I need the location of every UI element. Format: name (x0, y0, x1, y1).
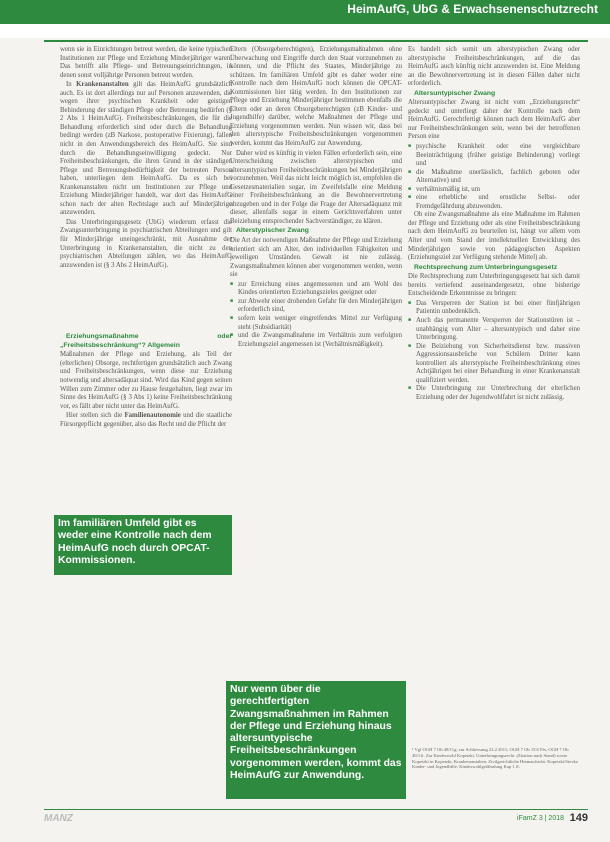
bold-term: Krankenanstalten (76, 81, 129, 89)
paragraph: wenn sie in Einrichtungen betreut werden, die keine typischen Institutionen zur Pflege und Erziehung Minderjähriger waren. Das betrifft alle Pflege- und Betreuungseinrichtungen, in denen sonst volljährige Personen betreut werden. (60, 46, 232, 79)
paragraph: Es handelt sich somit um alterstypischen Zwang oder alterstypische Freiheitsbeschränkungen, auf die das HeimAufG auch künftig nicht anzuwenden ist. Eine Meldung an die Bewohnervertretung ist in diesen Fällen daher nicht erforderlich. (408, 46, 580, 88)
running-header-title: HeimAufG, UbG & Erwachsenenschutzrecht (347, 2, 598, 16)
list-item: ■ und die Zwangsmaßnahme im Verhältnis zum verfolgten Erziehungsziel angemessen ist (Verhältnismäßigkeit). (230, 332, 402, 349)
column-3 (408, 46, 580, 806)
section-heading: Rechtsprechung zum Unterbringungsgesetz (414, 263, 558, 271)
header-strip (0, 24, 610, 38)
list-item: ■ sofern kein weniger eingreifendes Mittel zur Verfügung steht (Subsidiarität) (230, 315, 402, 332)
bullet-list (230, 281, 402, 349)
pull-quote-2: Nur wenn über die gerechtfertigten Zwangsmaßnahmen im Rahmen der Pflege und Erziehung hinaus altersuntypische Freiheitsbeschränkungen vorgenommen werden, kommt das HeimAufG zur Anwendung. (226, 681, 406, 799)
text-run: und die staatliche Fürsorgepflicht gegenüber, also das Recht und die Pflicht der (60, 412, 232, 428)
section-heading: Altersuntypischer Zwang (414, 89, 496, 97)
list-item: ■ zur Erreichung eines angemessenen und am Wohl des Kindes orientierten Erziehungszieles geeignet oder (230, 281, 402, 298)
list-item: ■ verhältnismäßig ist, um (408, 186, 580, 195)
text-run: Hier stellen sich die (66, 412, 123, 420)
pull-quote-1: Im familiären Umfeld gibt es weder eine Kontrolle nach dem HeimAufG noch durch OPCAT-Kommissionen. (54, 515, 232, 575)
bold-term: Familienautonomie (124, 412, 181, 420)
footnote: ¹ Vgl OGH 7 Ob 48/11g; zur Schliessung 22.2.2011; OGH 7 Ob 153/19x; OGH 7 Ob 49/11t. Zur Kindeswohl Kopetzki, Unterbringungsrecht. (Zitation nach Stand) sowie Kopetzki in Kopetzki, Krankenanstalten, Zivilgerichtliche Heimaufsicht; Kopetzki/Stevko Kinder- und Jugendhilfe; Kindeswohlgefährdung Kap 1 ff. (412, 747, 579, 770)
paragraph: Die Art der notwendigen Maßnahme der Pflege und Erziehung orientiert sich am Alter, den individuellen Fähigkeiten und jeweiligen Umständen. Gewalt ist nie zulässig. Zwangsmaßnahmen können aber vorgenommen werden, wenn sie (230, 237, 402, 279)
list-item: ■ zur Abwehr einer drohenden Gefahr für den Minderjährigen erforderlich sind, (230, 298, 402, 315)
paragraph: Maßnahmen der Pflege und Erziehung, als Teil der (elterlichen) Obsorge, rechtfertigen grundsätzlich auch Zwang und Freiheitsbeschränkungen, wenn diese zur Erziehung notwendig und altersadäquat sind. Wird das Kind gegen seinen Willen zum Zimmer oder zu Hause festgehalten, liegt zwar im Sinne des HeimAufG (§ 3 Abs 1) keine Freiheitsbeschränkung vor, es fällt aber nicht unter das HeimAufG. (60, 351, 232, 410)
paragraph: Die Rechtsprechung zum Unterbringungsgesetz hat sich damit bereits vertiefend auseinandergesetzt, ohne bisherige Entscheidende Erkenntnisse zu bringen: (408, 273, 580, 298)
list-item: ■ psychische Krankheit oder eine vergleichbare Beeinträchtigung (früher geistige Behinderung) vorliegt und (408, 143, 580, 169)
paragraph: Das Unterbringungsgesetz (UbG) wiederum erfasst die Zwangsunterbringung in psychiatrischen Abteilungen und gilt für Minderjährige uneingeschränkt, mit Ausnahme der Unterbringung in Krankenanstalten, die nicht zu den psychiatrischen Abteilungen zählen, wo das HeimAufG anzuwenden ist (§ 3 Abs 2 HeimAufG). (60, 218, 232, 269)
issue-label: iFamZ 3 | 2018 (517, 815, 564, 822)
text-run: gilt das HeimAufG grundsätzlich auch. Es ist dort allerdings nur auf Personen anzuwenden, die wegen ihrer psychischen Krankheit oder geistigen Behinderung der ständigen Pflege oder Betreuung bedürfen (§ 2 Abs 1 HeimAufG). Freiheitsbeschränkungen, die für die Behandlung erforderlich sind oder durch die Behandlung bedingt werden (zB Narkose, postoperative Fixierung), fallen nicht in den Anwendungsbereich des HeimAufG. Sie sind durch die Behandlungseinwilligung gedeckt. Nur Freiheitsbeschränkungen, die ihren Grund in der ständigen Pflege und Betreuungsbedürftigkeit der betreuten Person haben, unterliegen dem HeimAufG. Da es sich bei Krankenanstalten nicht um Institutionen zur Pflege und Erziehung Minderjähriger handelt, war dort das HeimAufG schon nach der alten Rechtslage auch auf Minderjährige anzuwenden. (60, 81, 232, 217)
paragraph: Altersuntypischer Zwang ist nicht vom „Erziehungsrecht“ gedeckt und unterliegt daher der Kontrolle nach dem HeimAufG. Gerechtfertigt können nach dem HeimAufG aber nur Freiheitsbeschränkungen sein, wenn bei der betroffenen Person eine (408, 99, 580, 141)
list-item: ■ Auch das permanente Versperren der Stationstüren ist – unabhängig vom Alter – altersuntypisch und daher eine Unterbringung. (408, 317, 580, 343)
page-footer (44, 809, 588, 831)
header-rule (44, 40, 588, 42)
list-item: ■ Die Unterbringung zur Unterbrechung der elterlichen Erziehung oder der Jugendwohlfahrt ist nicht zulässig. (408, 385, 580, 402)
callout-spacer (60, 271, 232, 333)
paragraph (60, 412, 232, 429)
paragraph (60, 81, 232, 218)
list-item: ■ Das Versperren der Station ist bei einer fünfjährigen Patientin unbedenklich. (408, 300, 580, 317)
list-item: ■ eine erhebliche und ernstliche Selbst- oder Fremdgefährdung abzuwenden. (408, 194, 580, 211)
paragraph: Daher wird es künftig in vielen Fällen erforderlich sein, eine Unterscheidung zwischen alterstypischen und altersuntypischen Freiheitsbeschränkungen bei Minderjährigen vorzunehmen. Weil das nicht leicht möglich ist, empfehlen die Gesetzesmaterialien sogar, im Zweifelsfalle eine Meldung einer Freiheitsbeschränkung an die Bewohnervertretung abzugeben und in der Folge die Frage der Altersadäquanz mit dieser, allenfalls sogar in einem Gerichtsverfahren unter Beiziehung entsprechender Sachverständiger, zu klären. (230, 149, 402, 225)
bullet-list (408, 143, 580, 211)
section-heading: Erziehungsmaßnahme oder „Freiheitsbeschränkung“? Allgemein (60, 333, 232, 349)
list-item: ■ Die Beiziehung von Sicherheitsdienst bzw. massiven Aggressionsausbrüche von Schülern Dritter kann kontrolliert als alterstypische Freiheitsbeschränkung eines Achtjährigen bei einer Behandlung in einer Krankenanstalt qualifiziert werden. (408, 343, 580, 386)
paragraph: Ob eine Zwangsmaßnahme als eine Maßnahme im Rahmen der Pflege und Erziehung oder als eine Freiheitsbeschränkung nach dem HeimAufG zu beurteilen ist, hängt vor allem vom Alter und vom Stand der intellektuellen Entwicklung des Minderjährigen sowie von pädagogischen Aspekten (Erziehungsziel zur Verfügung stehende Mittel) ab. (408, 211, 580, 262)
bullet-list (408, 300, 580, 403)
footer-rule (44, 809, 588, 810)
list-item: ■ die Maßnahme unerlässlich, fachlich geboten oder Alternative) und (408, 169, 580, 186)
publisher-logo: MANZ (44, 813, 73, 824)
page-number: 149 (569, 812, 588, 824)
section-heading: Alterstypischer Zwang (236, 227, 309, 235)
header-band (0, 0, 610, 24)
text-run: In (66, 81, 72, 89)
column-1 (60, 46, 232, 806)
paragraph: Eltern (Obsorgeberechtigten), Erziehungsmaßnahmen ohne Überwachung und Eingriffe durch den Staat vorzunehmen zu können, und die Pflicht des Staates, Minderjährige zu schützen. Im familiären Umfeld gibt es daher weder eine Kontrolle nach dem HeimAufG noch können die OPCAT-Kommissionen hier tätig werden. In den Institutionen zur Pflege und Erziehung Minderjähriger bestimmen ebenfalls die Eltern oder an deren Obsorgeberechtigten (zB Kinder- und Jugendhilfe) darüber, welche Maßnahmen der Pflege und Erziehung vorgenommen werden. Nun wissen wir, dass bei den alterstypische Freiheitsbeschränkungen vorgenommen werden, kommt das HeimAufG zur Anwendung. (230, 46, 402, 148)
